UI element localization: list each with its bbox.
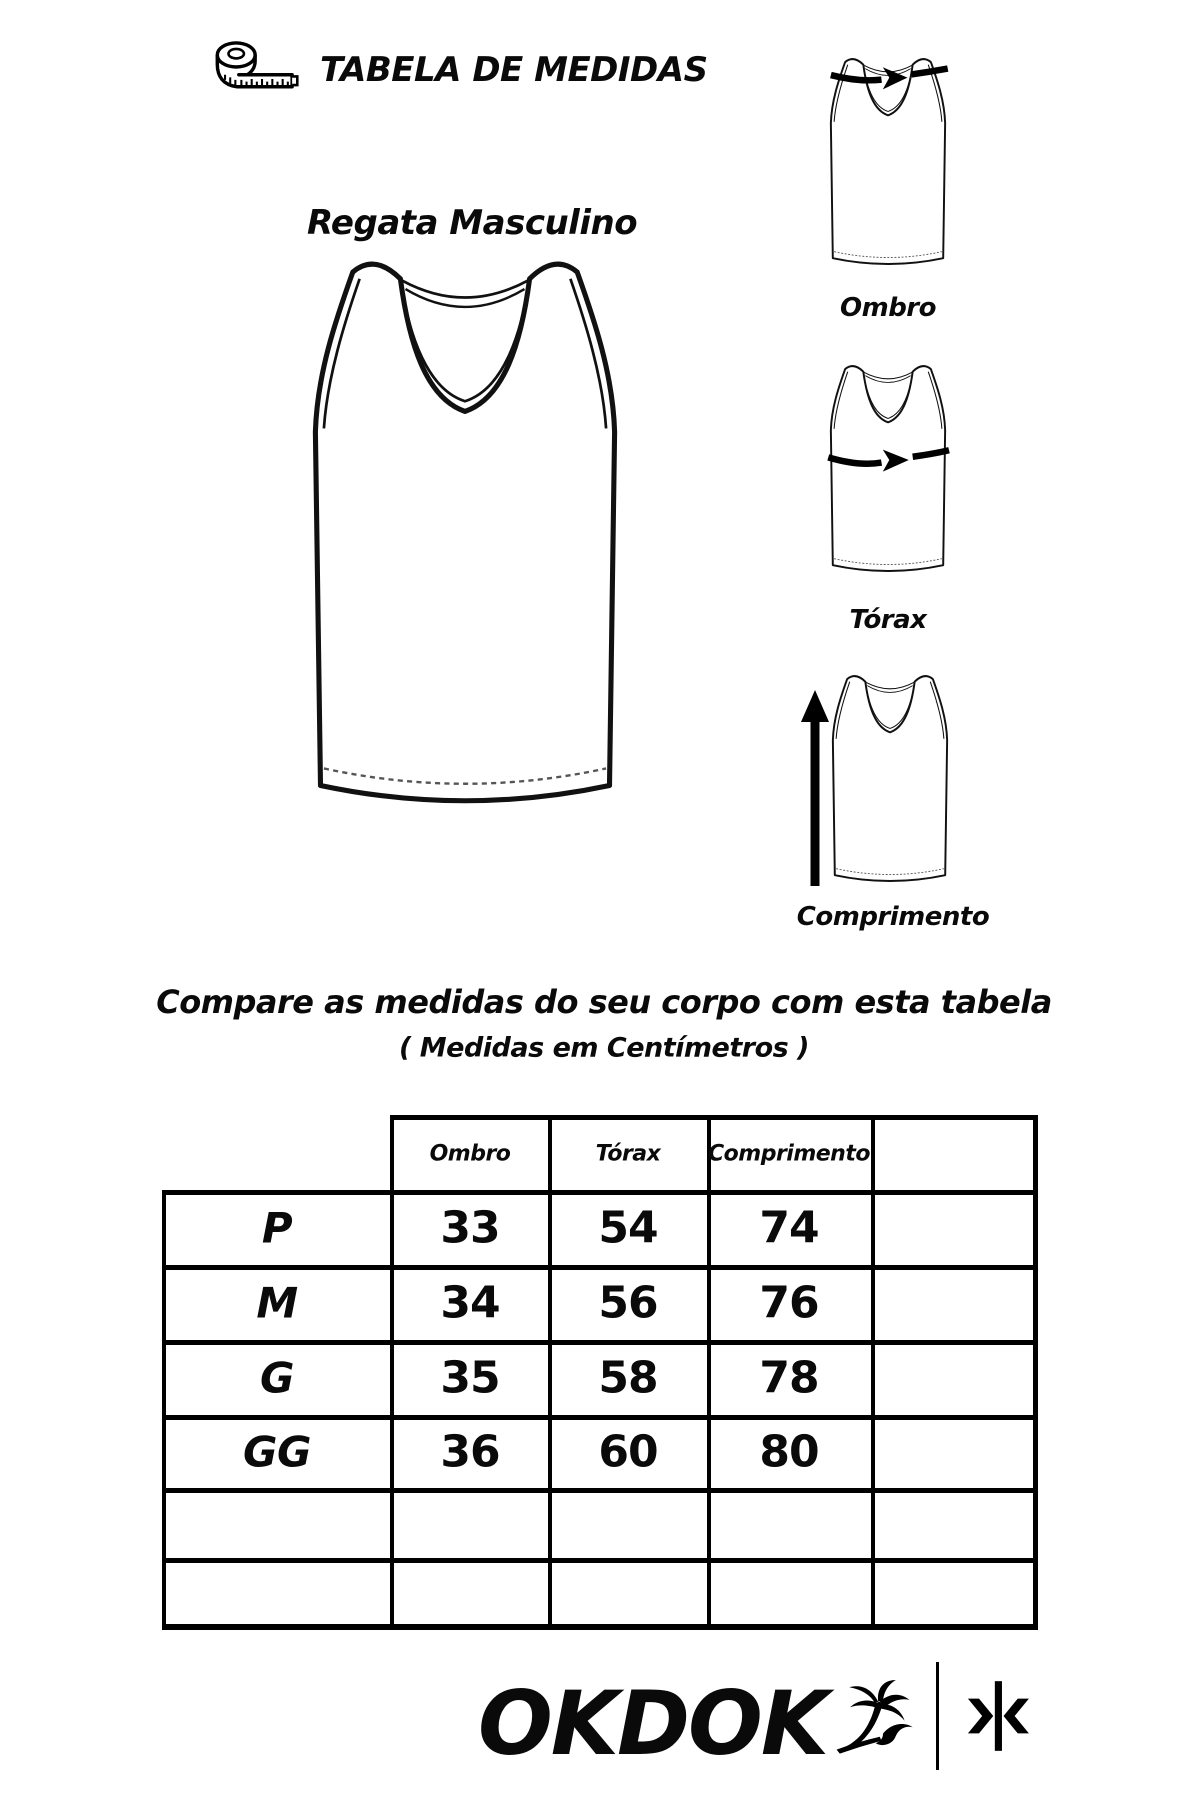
guide-label-shoulder: Ombro — [840, 293, 936, 323]
table-cell: 54 — [598, 1202, 658, 1254]
length-measure-figure-icon — [825, 670, 955, 894]
table-row-size: M — [256, 1278, 298, 1328]
logo-divider — [936, 1662, 939, 1770]
table-gridline — [162, 1190, 1038, 1195]
table-cell: 36 — [440, 1426, 500, 1478]
chest-measure-figure-icon — [823, 360, 953, 584]
table-gridline — [162, 1624, 1038, 1630]
table-gridline — [162, 1488, 1038, 1493]
table-cell: 33 — [440, 1202, 500, 1254]
table-cell: 76 — [759, 1277, 819, 1329]
table-row-size: P — [261, 1203, 293, 1253]
product-name: Regata Masculino — [306, 203, 638, 243]
table-cell: 56 — [598, 1277, 658, 1329]
page-title: TABELA DE MEDIDAS — [320, 50, 708, 90]
table-cell: 60 — [598, 1426, 658, 1478]
guide-label-chest: Tórax — [849, 605, 927, 635]
table-header-length: Comprimento — [708, 1141, 870, 1167]
table-row-size: G — [260, 1353, 294, 1403]
brand-wordmark: OKDOK — [478, 1672, 828, 1775]
tank-top-main-drawing-icon — [295, 248, 635, 835]
palm-tree-icon — [828, 1676, 922, 1756]
table-header-shoulder: Ombro — [429, 1141, 511, 1167]
compare-heading: Compare as medidas do seu corpo com esta tabela — [156, 983, 1052, 1021]
table-gridline — [162, 1265, 1038, 1270]
length-arrow-icon — [800, 688, 830, 890]
table-gridline — [390, 1115, 1038, 1120]
table-cell: 78 — [759, 1352, 819, 1404]
table-cell: 74 — [759, 1202, 819, 1254]
compare-subheading: ( Medidas em Centímetros ) — [399, 1032, 809, 1064]
shoulder-measure-figure-icon — [823, 53, 953, 277]
table-gridline — [162, 1558, 1038, 1563]
table-row-size: GG — [243, 1427, 311, 1477]
table-gridline — [162, 1340, 1038, 1345]
table-cell: 34 — [440, 1277, 500, 1329]
table-header-chest: Tórax — [595, 1141, 661, 1167]
table-gridline — [162, 1415, 1038, 1420]
kk-monogram-icon — [958, 1678, 1038, 1754]
table-gridline — [162, 1190, 166, 1629]
table-cell: 58 — [598, 1352, 658, 1404]
guide-label-length: Comprimento — [796, 902, 990, 932]
table-cell: 35 — [440, 1352, 500, 1404]
table-cell: 80 — [759, 1426, 819, 1478]
measuring-tape-icon — [213, 40, 299, 94]
